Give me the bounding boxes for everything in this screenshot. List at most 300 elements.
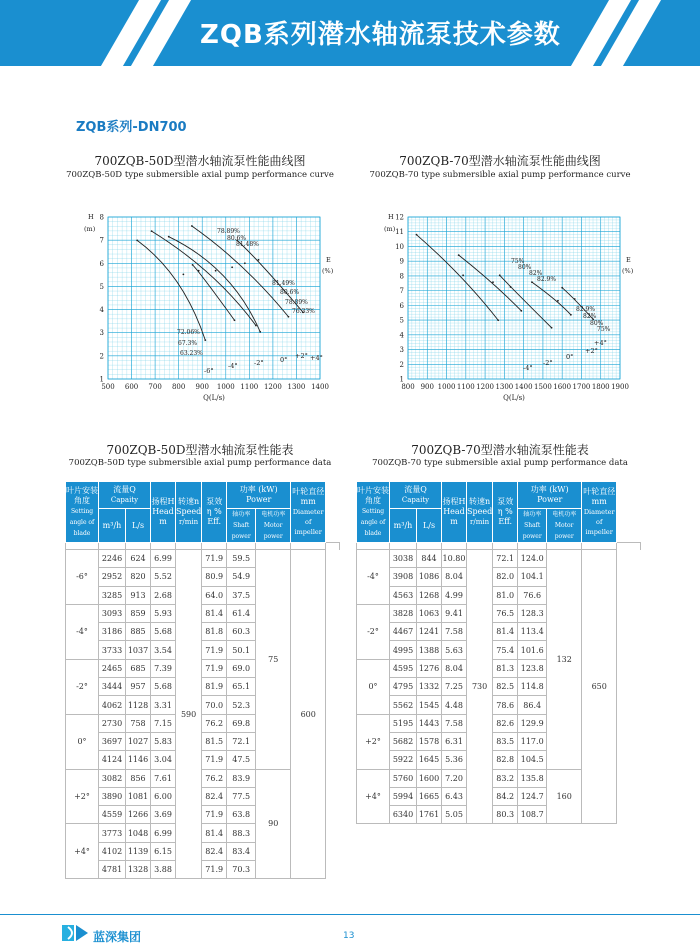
col-header-speed: 转速n Speed r/min [467,482,493,543]
table-row [66,550,340,568]
shaft-power-cell: 88.3 [227,824,256,842]
shaft-power-cell: 50.1 [227,641,256,659]
y2-axis-unit: (%) [322,267,334,275]
head-cell: 7.15 [151,714,176,732]
data-point [168,236,170,238]
shaft-power-cell: 77.5 [227,787,256,805]
efficiency-label: 80.6% [280,289,300,296]
shaft-power-cell: 86.4 [518,696,547,714]
data-point [462,274,464,276]
efficiency-label: 75% [597,326,611,333]
y-tick-label: 7 [399,287,404,296]
y-tick-label: 9 [399,257,404,266]
spacer-cell [176,543,202,550]
data-point [234,319,236,321]
speed-cell: 590 [176,550,202,879]
head-cell: 7.58 [442,714,467,732]
flow-m3h-cell: 5922 [390,751,417,769]
shaft-power-cell: 61.4 [227,604,256,622]
flow-m3h-cell: 5682 [390,732,417,750]
flow-ls-cell: 1645 [417,751,442,769]
footer-divider [0,914,700,915]
page-title: ZQB系列潜水轴流泵技术参数 [200,20,561,50]
x-tick-label: 1300 [287,383,306,391]
x-tick-label: 1100 [456,383,475,391]
data-point [198,270,200,272]
x-tick-label: 800 [401,383,415,391]
col-header-power: 功率 (kW) Power [518,482,582,509]
shaft-power-cell: 104.5 [518,751,547,769]
x-tick-label: 600 [124,383,139,391]
angle-cell: -4° [357,550,390,605]
angle-cell: +2° [66,769,99,824]
efficiency-cell: 75.4 [493,641,518,659]
col-header-angle: 叶片安装角度 Setting angle of blade [66,482,99,543]
efficiency-label: 67.3% [178,340,198,347]
flow-ls-cell: 1063 [417,604,442,622]
efficiency-cell: 71.9 [202,861,227,879]
shaft-power-cell: 70.3 [227,861,256,879]
head-curve [169,237,260,332]
x-tick-label: 900 [195,383,209,391]
head-curve [137,240,205,340]
flow-m3h-cell: 5562 [390,696,417,714]
flow-m3h-cell: 3828 [390,604,417,622]
col-header-flow-ls: L/s [417,509,442,543]
shaft-power-cell: 113.4 [518,623,547,641]
head-cell: 5.68 [151,678,176,696]
angle-cell: +4° [66,824,99,879]
shaft-power-cell: 124.7 [518,787,547,805]
head-cell: 6.99 [151,824,176,842]
flow-m3h-cell: 2730 [99,714,126,732]
spacer-cell [390,543,417,550]
efficiency-cell: 81.9 [202,678,227,696]
efficiency-cell: 76.2 [202,769,227,787]
x-tick-label: 1400 [514,383,533,391]
y-axis-letter: H [388,213,394,221]
efficiency-label: 76.33% [292,308,315,315]
head-cell: 3.88 [151,861,176,879]
col-header-flow-m3h: m³/h [390,509,417,543]
flow-m3h-cell: 3038 [390,550,417,568]
y-tick-label: 4 [99,306,104,315]
y2-axis-letter: E [326,256,331,264]
data-point [561,287,563,289]
y-tick-label: 3 [399,346,404,355]
x-tick-label: 500 [101,383,115,391]
y-tick-label: 8 [399,272,404,281]
data-point [458,254,460,256]
head-cell: 6.15 [151,842,176,860]
motor-power-cell: 90 [256,769,291,879]
data-point [497,319,499,321]
flow-ls-cell: 913 [126,586,151,604]
flow-ls-cell: 624 [126,550,151,568]
shaft-power-cell: 65.1 [227,678,256,696]
angle-cell: +2° [357,714,390,769]
flow-m3h-cell: 3444 [99,678,126,696]
efficiency-cell: 82.5 [493,678,518,696]
flow-ls-cell: 1139 [126,842,151,860]
curve-label: +4° [310,354,323,362]
curve-label: -4° [523,364,533,372]
motor-power-cell: 75 [256,550,291,770]
company-logo-icon [62,923,88,943]
flow-m3h-cell: 4062 [99,696,126,714]
head-cell: 2.68 [151,586,176,604]
col-header-diameter: 叶轮直径 mm Diameter of impeller [291,482,326,543]
col-header-eff: 泵效 η % Eff. [493,482,518,543]
y-tick-label: 2 [399,360,404,369]
efficiency-cell: 82.0 [493,568,518,586]
head-cell: 4.48 [442,696,467,714]
data-point [551,327,553,329]
flow-ls-cell: 1241 [417,623,442,641]
col-header-shaft-power: 轴功率 Shaft power [518,509,547,543]
flow-ls-cell: 844 [417,550,442,568]
spacer-cell [617,543,641,550]
col-header-head: 扬程H Head m [442,482,467,543]
col-header-head: 扬程H Head m [151,482,176,543]
flow-ls-cell: 1332 [417,678,442,696]
flow-ls-cell: 685 [126,659,151,677]
efficiency-cell: 76.2 [202,714,227,732]
data-point [215,270,217,272]
flow-m3h-cell: 3697 [99,732,126,750]
flow-m3h-cell: 3285 [99,586,126,604]
flow-ls-cell: 820 [126,568,151,586]
data-point [510,286,512,288]
page-number: 13 [343,931,355,941]
shaft-power-cell: 69.8 [227,714,256,732]
efficiency-cell: 82.4 [202,842,227,860]
plot-frame [108,217,320,379]
col-header-flow: 流量Q Capaity [390,482,442,509]
y-tick-label: 6 [99,259,104,268]
y-tick-label: 1 [399,375,404,384]
efficiency-label: 81.49% [272,280,295,287]
flow-m3h-cell: 4795 [390,678,417,696]
flow-m3h-cell: 3908 [390,568,417,586]
col-header-motor-power: 电机功率 Motor power [547,509,582,543]
flow-m3h-cell: 4467 [390,623,417,641]
x-tick-label: 1900 [611,383,629,391]
shaft-power-cell: 69.0 [227,659,256,677]
curve-label: -2° [543,359,553,367]
head-cell: 7.20 [442,769,467,787]
head-cell: 10.80 [442,550,467,568]
shaft-power-cell: 101.6 [518,641,547,659]
y-tick-label: 12 [395,213,404,222]
flow-m3h-cell: 3093 [99,604,126,622]
head-cell: 4.99 [442,586,467,604]
y-tick-label: 3 [99,329,104,338]
data-point [531,281,533,283]
flow-m3h-cell: 3186 [99,623,126,641]
flow-m3h-cell: 3890 [99,787,126,805]
x-tick-label: 700 [148,383,162,391]
head-curve [532,282,571,315]
y-tick-label: 5 [99,282,104,291]
col-header-speed: 转速n Speed r/min [176,482,202,543]
data-point [244,262,246,264]
efficiency-cell: 81.0 [493,586,518,604]
spacer-cell [357,543,390,550]
spacer-cell [227,543,256,550]
x-tick-label: 1300 [495,383,514,391]
left-chart-subtitle: 700ZQB-50D type submersible axial pump performance curve [66,170,334,180]
spacer-cell [126,543,151,550]
efficiency-label: 63.23% [180,350,203,357]
flow-ls-cell: 1578 [417,732,442,750]
efficiency-label: 82.9% [537,276,557,283]
efficiency-cell: 72.1 [493,550,518,568]
y-tick-label: 6 [399,301,404,310]
curve-label: +2° [585,347,598,355]
shaft-power-cell: 117.0 [518,732,547,750]
col-header-power: 功率 (kW) Power [227,482,291,509]
data-point [570,314,572,316]
efficiency-cell: 80.3 [493,806,518,824]
col-header-motor-power: 电机功率 Motor power [256,509,291,543]
efficiency-label: 80.6% [227,235,247,242]
col-header-diameter: 叶轮直径 mm Diameter of impeller [582,482,617,543]
data-point [288,316,290,318]
shaft-power-cell: 135.8 [518,769,547,787]
data-point [231,266,233,268]
flow-ls-cell: 1146 [126,751,151,769]
efficiency-label: 72.06% [177,329,200,336]
efficiency-label: 80% [518,264,532,271]
diameter-cell: 650 [582,550,617,824]
flow-m3h-cell: 5760 [390,769,417,787]
shaft-power-cell: 123.8 [518,659,547,677]
head-cell: 7.58 [442,623,467,641]
head-cell: 6.00 [151,787,176,805]
curve-label: -4° [228,362,238,370]
right-performance-chart [380,205,640,405]
flow-ls-cell: 859 [126,604,151,622]
efficiency-cell: 81.3 [493,659,518,677]
flow-m3h-cell: 4781 [99,861,126,879]
flow-ls-cell: 1081 [126,787,151,805]
flow-ls-cell: 1545 [417,696,442,714]
data-point [574,298,576,300]
flow-ls-cell: 856 [126,769,151,787]
head-cell: 5.63 [442,641,467,659]
flow-ls-cell: 1048 [126,824,151,842]
y-tick-label: 2 [99,352,104,361]
data-point [557,300,559,302]
shaft-power-cell: 63.8 [227,806,256,824]
efficiency-cell: 71.9 [202,641,227,659]
head-cell: 6.43 [442,787,467,805]
data-point [416,234,418,236]
data-point [182,273,184,275]
col-header-shaft-power: 轴功率 Shaft power [227,509,256,543]
efficiency-cell: 81.5 [202,732,227,750]
flow-m3h-cell: 4595 [390,659,417,677]
flow-ls-cell: 758 [126,714,151,732]
flow-ls-cell: 1443 [417,714,442,732]
spacer-cell [417,543,442,550]
data-point [136,239,138,241]
flow-ls-cell: 1665 [417,787,442,805]
shaft-power-cell: 129.9 [518,714,547,732]
y2-axis-letter: E [626,256,631,264]
y-tick-label: 11 [395,228,404,237]
head-cell: 7.39 [151,659,176,677]
head-cell: 5.93 [151,604,176,622]
flow-m3h-cell: 4559 [99,806,126,824]
head-cell: 8.04 [442,659,467,677]
efficiency-cell: 70.0 [202,696,227,714]
flow-ls-cell: 1328 [126,861,151,879]
x-axis-label: Q(L/s) [503,394,525,402]
y-tick-label: 8 [99,213,104,222]
curve-label: +2° [295,352,308,360]
x-tick-label: 1100 [240,383,259,391]
y-tick-label: 5 [399,316,404,325]
shaft-power-cell: 60.3 [227,623,256,641]
y-axis-unit: (m) [84,225,96,233]
x-tick-label: 1200 [263,383,282,391]
angle-cell: -6° [66,550,99,605]
flow-m3h-cell: 3733 [99,641,126,659]
flow-ls-cell: 1027 [126,732,151,750]
data-point [492,281,494,283]
flow-m3h-cell: 2465 [99,659,126,677]
diameter-cell: 600 [291,550,326,879]
efficiency-label: 78.89% [217,228,240,235]
flow-ls-cell: 1266 [126,806,151,824]
col-header-flow: 流量Q Capaity [99,482,151,509]
motor-power-cell: 160 [547,769,582,824]
efficiency-cell: 82.6 [493,714,518,732]
spacer-cell [202,543,227,550]
x-axis-label: Q(L/s) [203,394,225,402]
efficiency-label: 75% [511,258,525,265]
flow-m3h-cell: 4563 [390,586,417,604]
shaft-power-cell: 76.6 [518,586,547,604]
data-point [499,274,501,276]
head-cell: 3.54 [151,641,176,659]
head-cell: 5.83 [151,732,176,750]
curve-label: +4° [594,339,607,347]
flow-m3h-cell: 5994 [390,787,417,805]
spacer-cell [326,543,340,550]
x-tick-label: 1700 [572,383,591,391]
efficiency-label: 82% [529,270,543,277]
head-cell: 5.52 [151,568,176,586]
flow-ls-cell: 885 [126,623,151,641]
flow-ls-cell: 1268 [417,586,442,604]
flow-m3h-cell: 4102 [99,842,126,860]
spacer-cell [518,543,547,550]
head-cell: 5.36 [442,751,467,769]
data-point [258,259,260,261]
spacer-cell [151,543,176,550]
spacer-cell [582,543,617,550]
data-point [520,310,522,312]
curve-label: -2° [254,359,264,367]
right-table-subtitle: 700ZQB-70 type submersible axial pump performance data [372,458,628,468]
efficiency-label: 82.9% [576,306,596,313]
angle-cell: -2° [357,604,390,659]
head-cell: 5.05 [442,806,467,824]
x-tick-label: 1200 [476,383,495,391]
efficiency-cell: 82.8 [493,751,518,769]
x-tick-label: 1000 [216,383,235,391]
shaft-power-cell: 108.7 [518,806,547,824]
efficiency-cell: 81.8 [202,623,227,641]
col-header-angle: 叶片安装角度 Setting angle of blade [357,482,390,543]
head-cell: 3.69 [151,806,176,824]
efficiency-cell: 64.0 [202,586,227,604]
head-cell: 6.31 [442,732,467,750]
shaft-power-cell: 114.8 [518,678,547,696]
x-tick-label: 1800 [591,383,610,391]
efficiency-cell: 83.2 [493,769,518,787]
efficiency-label: 81.48% [236,241,259,248]
shaft-power-cell: 124.0 [518,550,547,568]
head-cell: 3.31 [151,696,176,714]
spacer-cell [256,543,291,550]
angle-cell: 0° [357,659,390,714]
data-point [191,225,193,227]
flow-m3h-cell: 4995 [390,641,417,659]
efficiency-cell: 78.6 [493,696,518,714]
table-row [357,550,641,568]
col-header-eff: 泵效 η % Eff. [202,482,227,543]
head-cell: 5.68 [151,623,176,641]
x-tick-label: 1600 [553,383,572,391]
data-point [259,331,261,333]
angle-cell: -4° [66,604,99,659]
x-tick-label: 1000 [437,383,456,391]
flow-m3h-cell: 5195 [390,714,417,732]
left-performance-table [65,481,340,879]
angle-cell: +4° [357,769,390,824]
y-axis-letter: H [88,213,94,221]
head-cell: 3.04 [151,751,176,769]
flow-ls-cell: 1037 [126,641,151,659]
angle-cell: 0° [66,714,99,769]
x-tick-label: 800 [171,383,186,391]
left-table-title: 700ZQB-50D型潜水轴流泵性能表 [106,443,294,457]
flow-m3h-cell: 3082 [99,769,126,787]
flow-ls-cell: 1086 [417,568,442,586]
flow-m3h-cell: 6340 [390,806,417,824]
efficiency-cell: 71.9 [202,806,227,824]
spacer-cell [547,543,582,550]
efficiency-cell: 81.4 [202,824,227,842]
right-chart-subtitle: 700ZQB-70 type submersible axial pump performance curve [369,170,631,180]
head-cell: 8.04 [442,568,467,586]
spacer-cell [442,543,467,550]
x-tick-label: 900 [420,383,434,391]
shaft-power-cell: 52.3 [227,696,256,714]
shaft-power-cell: 83.9 [227,769,256,787]
data-point [204,339,206,341]
y-axis-unit: (m) [384,225,396,233]
efficiency-cell: 83.5 [493,732,518,750]
x-tick-label: 1400 [311,383,329,391]
left-performance-chart [80,205,340,405]
efficiency-cell: 76.5 [493,604,518,622]
efficiency-cell: 82.4 [202,787,227,805]
